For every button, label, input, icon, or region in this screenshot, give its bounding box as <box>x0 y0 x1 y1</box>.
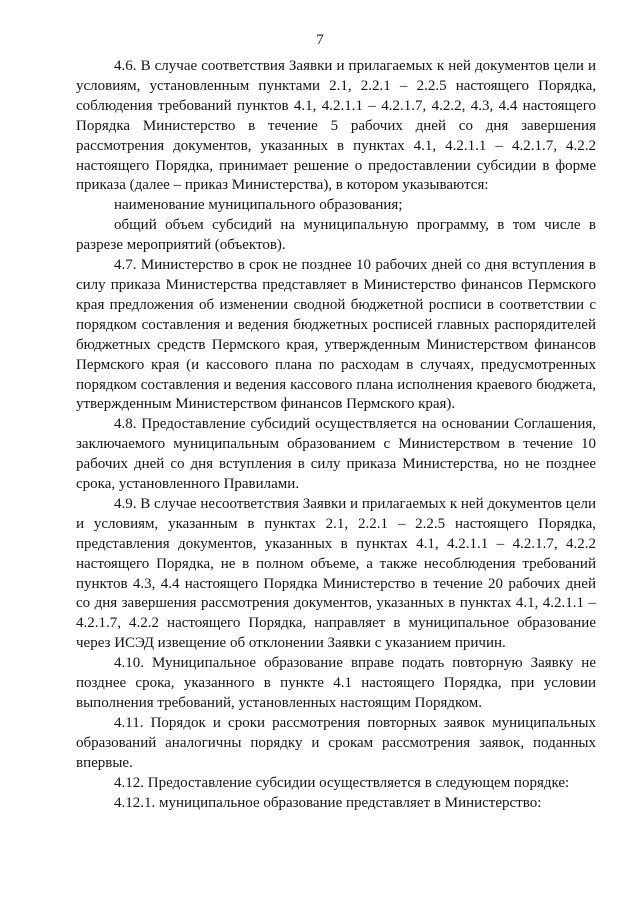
document-body <box>76 57 596 813</box>
paragraph-4-6: 4.6. В случае соответствия Заявки и прилагаемых к ней документов цели и условиям, установленным пунктами 2.1, 2.2.1 – 2.2.5 настоящего Порядка, соблюдения требований пунктов 4.1, 4.2.1.1 – 4.2.1.7, 4.2.2, 4.3, 4.4 настоящего Порядка Министерство в течение 5 рабочих дней со дня завершения рассмотрения документов, указанных в пунктах 4.1, 4.2.1.1 – 4.2.1.7, 4.2.2 настоящего Порядка, принимает решение о предоставлении субсидии в форме приказа (далее – приказ Министерства), в котором указываются: <box>76 58 596 194</box>
page-number: 7 <box>316 32 324 48</box>
paragraph-list-item-municipality-name: наименование муниципального образования; <box>114 197 403 214</box>
paragraph-4-12: 4.12. Предоставление субсидии осуществляется в следующем порядке: <box>114 774 570 791</box>
paragraph-4-12-1: 4.12.1. муниципальное образование представляет в Министерство: <box>114 794 542 811</box>
paragraph-4-10: 4.10. Муниципальное образование вправе подать повторную Заявку не позднее срока, указанного в пункте 4.1 настоящего Порядка, при условии выполнения требований, установленных настоящим Порядком. <box>76 655 596 711</box>
paragraph-4-9: 4.9. В случае несоответствия Заявки и прилагаемых к ней документов цели и условиям, указанным в пунктах 2.1, 2.2.1 – 2.2.5 настоящего Порядка, представления документов, указанных в пунктах 4.1, 4.2.1.1 – 4.2.1.7, 4.2.2 настоящего Порядка, не в полном объеме, а также несоблюдения требований пунктов 4.3, 4.4 настоящего Порядка Министерство в течение 20 рабочих дней со дня завершения рассмотрения документов, указанных в пунктах 4.1, 4.2.1.1 – 4.2.1.7, 4.2.2 настоящего Порядка, направляет в муниципальное образование через ИСЭД извещение об отклонении Заявки с указанием причин. <box>76 495 596 652</box>
paragraph-list-item-subsidy-volume: общий объем субсидий на муниципальную программу, в том числе в разрезе мероприятий (объектов). <box>76 217 596 254</box>
paragraph-4-11: 4.11. Порядок и сроки рассмотрения повторных заявок муниципальных образований аналогичны порядку и срокам рассмотрения заявок, поданных впервые. <box>76 714 596 771</box>
paragraph-4-8: 4.8. Предоставление субсидий осуществляется на основании Соглашения, заключаемого муниципальным образованием с Министерством в течение 10 рабочих дней со дня вступления в силу приказа Министерства, но не позднее срока, установленного Правилами. <box>76 416 596 493</box>
paragraph-4-7: 4.7. Министерство в срок не позднее 10 рабочих дней со дня вступления в силу приказа Министерства представляет в Министерство финансов Пермского края предложения об изменении сводной бюджетной росписи в соответствии с порядком составления и ведения бюджетных росписей главных распорядителей бюджетных средств Пермского края, утвержденным Министерством финансов Пермского края (и кассового плана по расходам в случаях, предусмотренных порядком составления и ведения кассового плана исполнения краевого бюджета, утвержденным Министерством финансов Пермского края). <box>76 257 596 413</box>
